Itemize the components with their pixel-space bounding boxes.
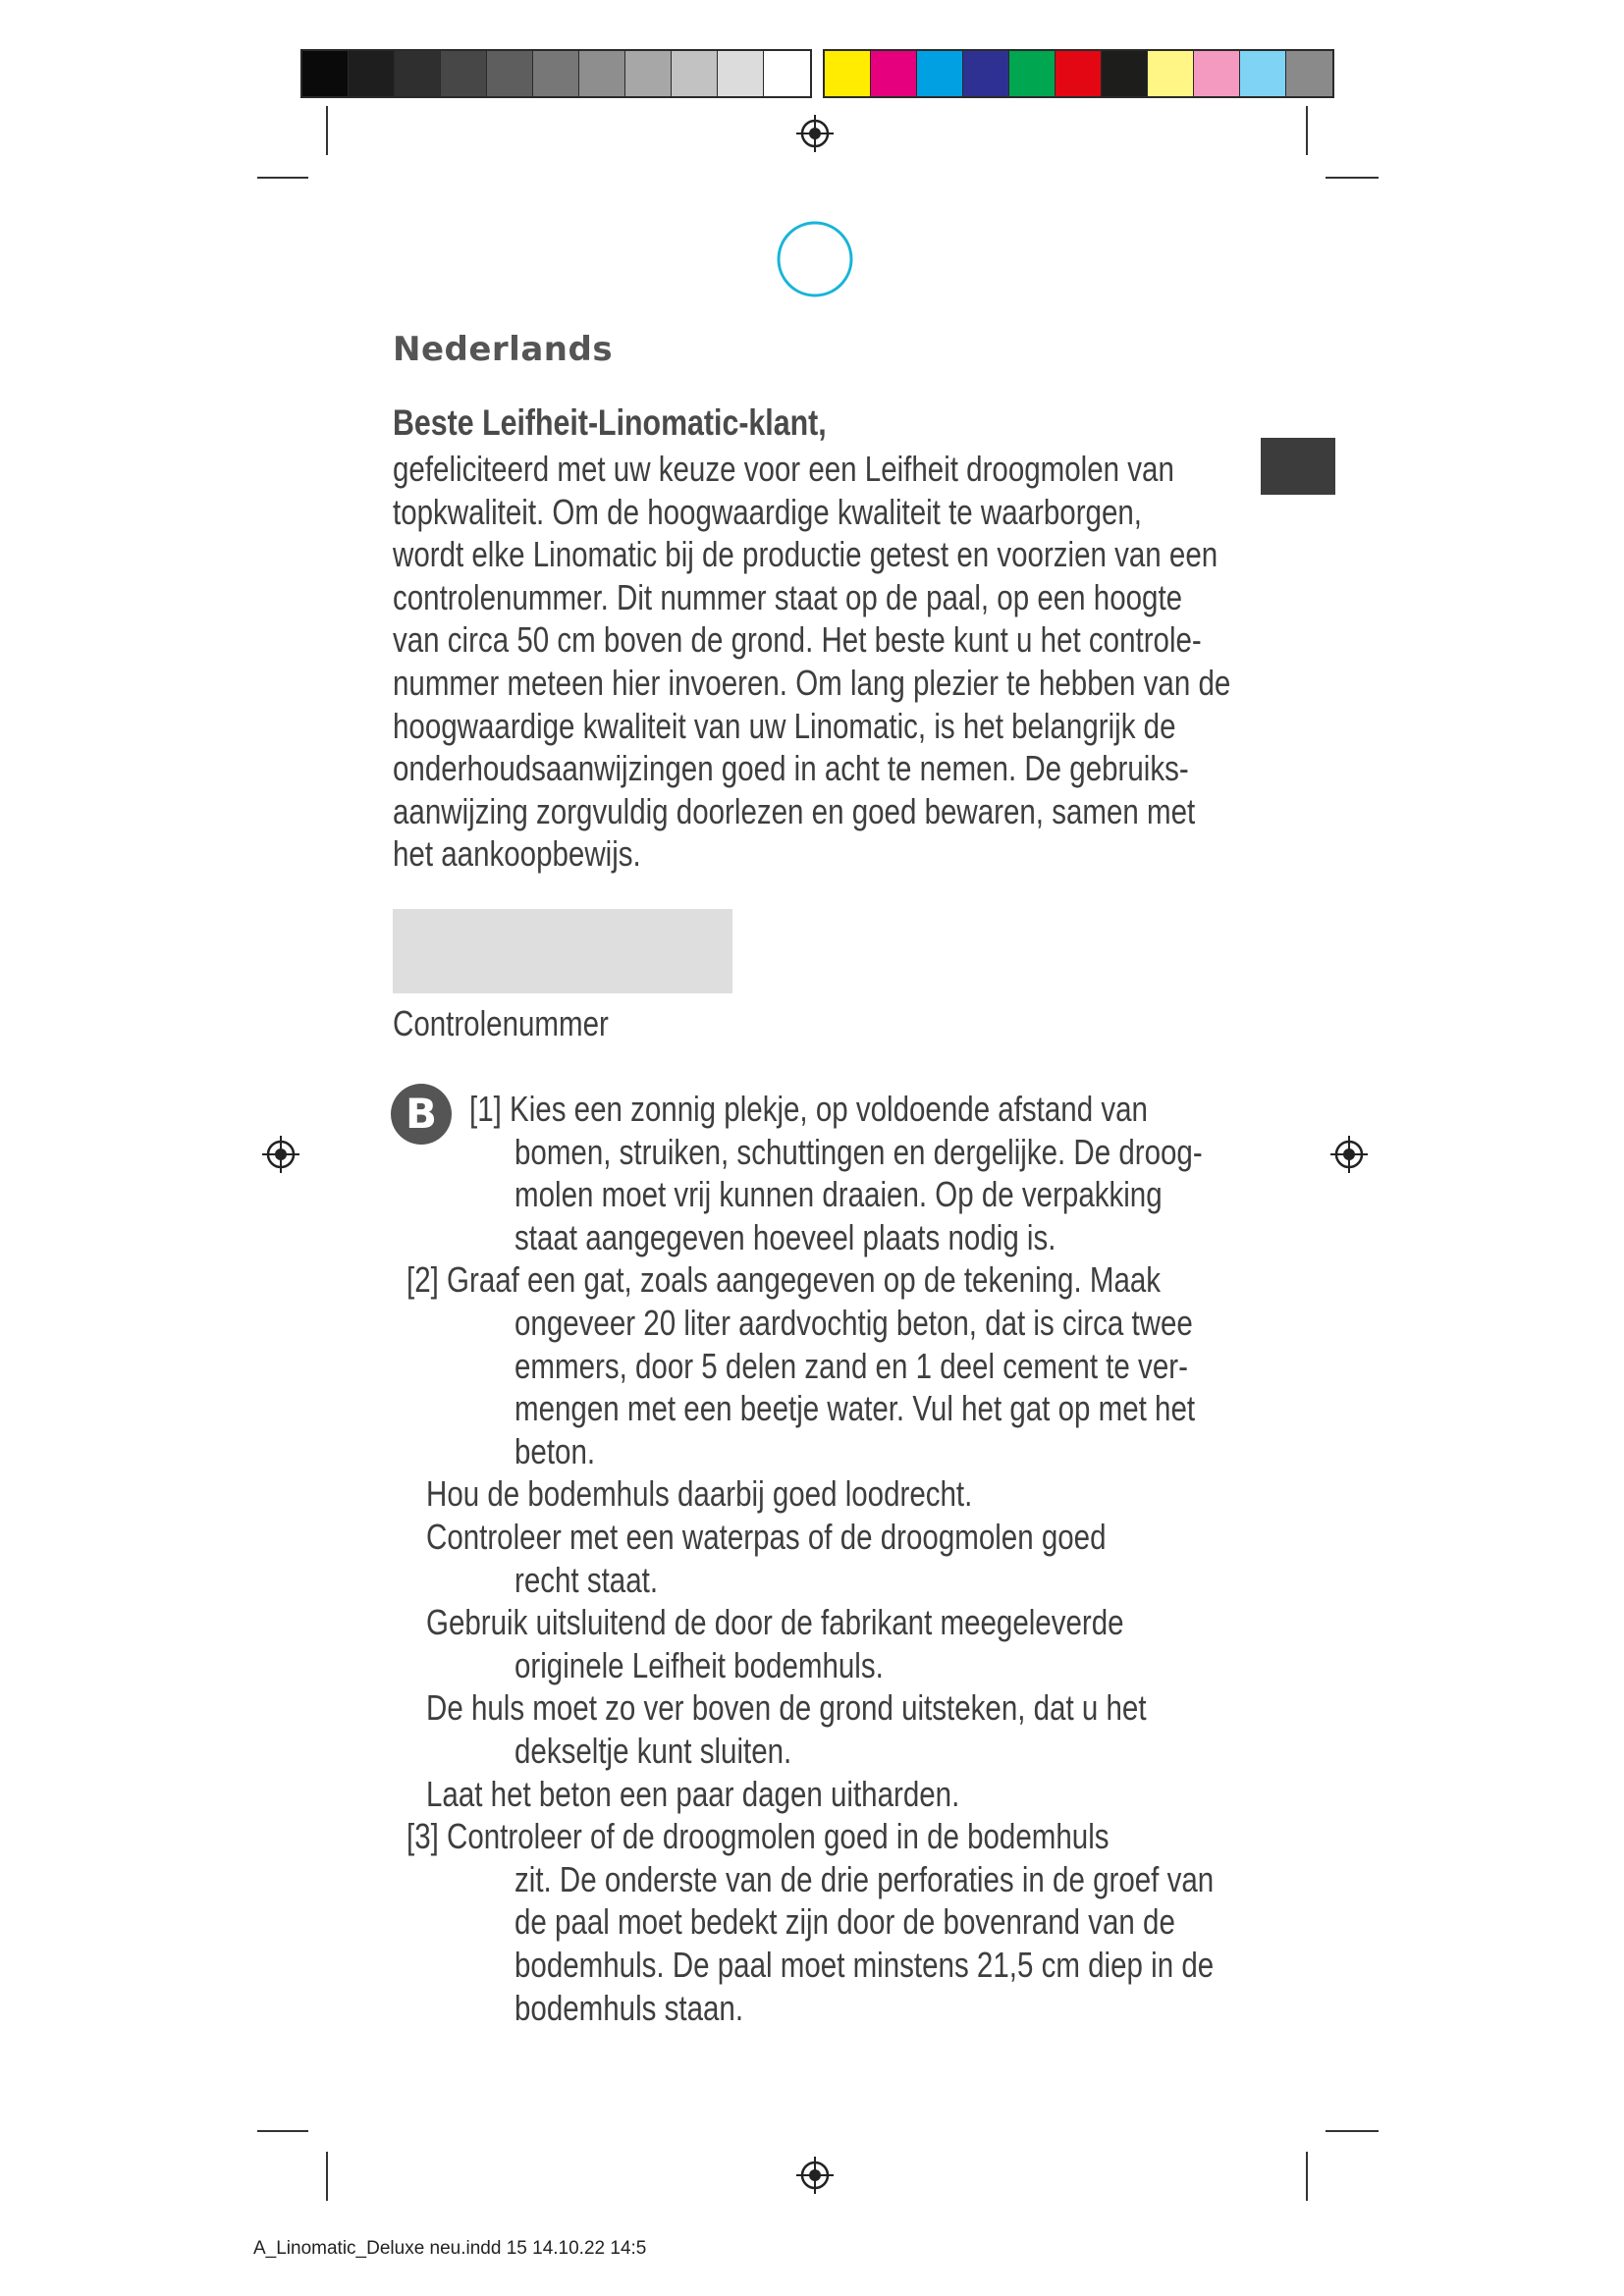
step-line: Gebruik uitsluitend de door de fabrikant meegeleverde bbox=[426, 1602, 1124, 1643]
intro-line: het aankoopbewijs. bbox=[393, 833, 641, 875]
process-color-bar bbox=[823, 49, 1334, 98]
intro-line: topkwaliteit. Om de hoogwaardige kwaliteit te waarborgen, bbox=[393, 491, 1143, 532]
step-line: beton. bbox=[514, 1430, 596, 1471]
hole-circle-icon bbox=[776, 220, 854, 298]
intro-line: gefeliciteerd met uw keuze voor een Leifheit droogmolen van bbox=[393, 449, 1174, 489]
intro-line: van circa 50 cm boven de grond. Het beste kunt u het controle- bbox=[393, 619, 1202, 661]
step-line: de paal moet bedekt zijn door de bovenrand van de bbox=[514, 1901, 1175, 1943]
registration-mark-icon bbox=[261, 1135, 300, 1174]
color-swatch bbox=[1102, 51, 1148, 96]
gray-swatch bbox=[625, 51, 672, 96]
gray-swatch bbox=[349, 51, 395, 96]
crop-mark-top-right-vertical bbox=[1306, 106, 1308, 155]
gray-swatch bbox=[579, 51, 625, 96]
file-slug: A_Linomatic_Deluxe neu.indd 15 14.10.22 14:5 bbox=[253, 2238, 647, 2259]
page-title: Nederlands bbox=[393, 330, 614, 369]
step-line: Laat het beton een paar dagen uitharden. bbox=[426, 1773, 960, 1814]
greeting: Beste Leifheit-Linomatic-klant, bbox=[393, 402, 827, 443]
color-swatch bbox=[1009, 51, 1056, 96]
crop-mark-top-right-horizontal bbox=[1326, 177, 1379, 179]
color-swatch bbox=[1194, 51, 1240, 96]
color-swatch bbox=[1240, 51, 1286, 96]
step-line: Hou de bodemhuls daarbij goed loodrecht. bbox=[426, 1473, 973, 1515]
registration-mark-icon bbox=[1329, 1135, 1369, 1174]
color-swatch bbox=[917, 51, 963, 96]
registration-mark-icon bbox=[795, 114, 835, 153]
crop-mark-bottom-left-horizontal bbox=[257, 2130, 308, 2132]
gray-swatch bbox=[395, 51, 441, 96]
crop-mark-bottom-right-horizontal bbox=[1326, 2130, 1379, 2132]
color-swatch bbox=[1286, 51, 1332, 96]
step-line: dekseltje kunt sluiten. bbox=[514, 1731, 792, 1771]
step-line: [1] Kies een zonnig plekje, op voldoende afstand van bbox=[469, 1089, 1148, 1129]
intro-line: hoogwaardige kwaliteit van uw Linomatic, is het belangrijk de bbox=[393, 705, 1176, 746]
gray-color-bar bbox=[300, 49, 812, 98]
crop-mark-bottom-right-vertical bbox=[1306, 2152, 1308, 2201]
language-tab-marker bbox=[1261, 438, 1335, 495]
control-number-label: Controlenummer bbox=[393, 1003, 609, 1043]
color-swatch bbox=[871, 51, 917, 96]
control-number-field bbox=[393, 909, 732, 993]
crop-mark-bottom-left-vertical bbox=[326, 2152, 328, 2201]
intro-paragraph bbox=[393, 448, 1254, 876]
color-swatch bbox=[825, 51, 871, 96]
step-line: [2] Graaf een gat, zoals aangegeven op de tekening. Maak bbox=[406, 1259, 1162, 1301]
step-line: recht staat. bbox=[514, 1559, 659, 1600]
crop-mark-top-left-vertical bbox=[326, 106, 328, 155]
gray-swatch bbox=[533, 51, 579, 96]
step-line: bodemhuls staan. bbox=[514, 1987, 744, 2028]
gray-swatch bbox=[764, 51, 810, 96]
step-line: molen moet vrij kunnen draaien. Op de verpakking bbox=[514, 1174, 1163, 1215]
step-line: ongeveer 20 liter aardvochtig beton, dat is circa twee bbox=[514, 1303, 1193, 1343]
color-swatch bbox=[1056, 51, 1102, 96]
step-line: mengen met een beetje water. Vul het gat op met het bbox=[514, 1388, 1196, 1429]
registration-mark-icon bbox=[795, 2156, 835, 2195]
crop-mark-top-left-horizontal bbox=[257, 177, 308, 179]
step-line: [3] Controleer of de droogmolen goed in de bodemhuls bbox=[406, 1816, 1110, 1857]
section-badge: B bbox=[391, 1084, 452, 1145]
color-swatch bbox=[963, 51, 1009, 96]
gray-swatch bbox=[672, 51, 718, 96]
step-line: De huls moet zo ver boven de grond uitsteken, dat u het bbox=[426, 1687, 1147, 1729]
intro-line: aanwijzing zorgvuldig doorlezen en goed bewaren, samen met bbox=[393, 790, 1196, 831]
gray-swatch bbox=[302, 51, 349, 96]
step-line: originele Leifheit bodemhuls. bbox=[514, 1644, 884, 1685]
intro-line: onderhoudsaanwijzingen goed in acht te nemen. De gebruiks- bbox=[393, 748, 1189, 789]
gray-swatch bbox=[441, 51, 487, 96]
intro-line: wordt elke Linomatic bij de productie getest en voorzien van een bbox=[393, 534, 1218, 575]
step-line: staat aangegeven hoeveel plaats nodig is. bbox=[514, 1216, 1056, 1257]
step-line: Controleer met een waterpas of de droogmolen goed bbox=[426, 1517, 1107, 1557]
color-swatch bbox=[1148, 51, 1194, 96]
gray-swatch bbox=[487, 51, 533, 96]
step-line: emmers, door 5 delen zand en 1 deel cement te ver- bbox=[514, 1345, 1188, 1386]
intro-line: controlenummer. Dit nummer staat op de paal, op een hoogte bbox=[393, 576, 1183, 617]
intro-line: nummer meteen hier invoeren. Om lang plezier te hebben van de bbox=[393, 662, 1231, 703]
step-line: bodemhuls. De paal moet minstens 21,5 cm diep in de bbox=[514, 1945, 1215, 1985]
gray-swatch bbox=[718, 51, 764, 96]
step-line: zit. De onderste van de drie perforaties in de groef van bbox=[514, 1858, 1215, 1899]
step-line: bomen, struiken, schuttingen en dergelijke. De droog- bbox=[514, 1131, 1203, 1172]
